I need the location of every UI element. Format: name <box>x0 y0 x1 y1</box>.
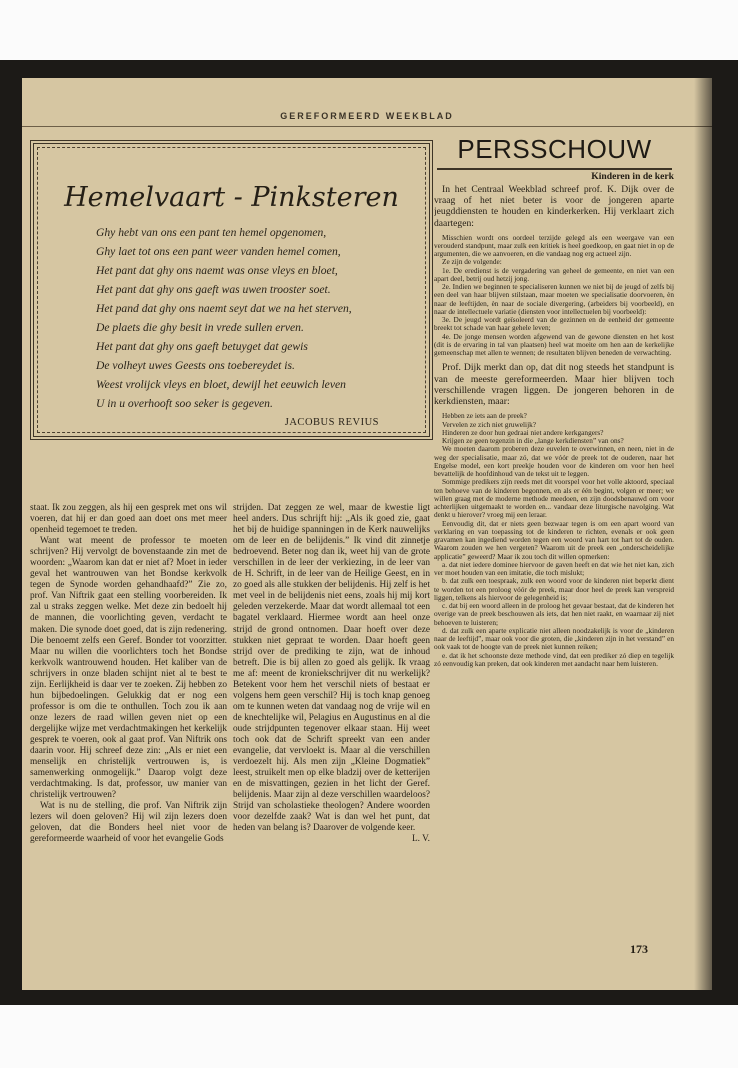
quote-paragraph: 1e. De eredienst is de vergadering van geheel de gemeente, en niet van een apart deel, betrij oud hetzij jong. <box>434 265 674 283</box>
poem-line: Het pant dat ghy ons gaeft betuyget dat gewis <box>96 340 308 353</box>
running-header: GEREFORMEERD WEEKBLAD <box>280 111 454 121</box>
quote-paragraph: 4e. De jonge mensen worden afgewend van de gewone diensten en het kost (dit is de ervaring in tal van plaatsen) heel wat moeite om hen aan de kerkelijke gemeenschap met allen te wennen; de resultaten blijven beneden de verwachting. <box>434 331 674 358</box>
poem-line: De plaets die ghy besit in vrede sullen erven. <box>96 321 304 334</box>
poem-title: Hemelvaart - Pinksteren <box>64 182 399 213</box>
poem-line: Het pant dat ghy ons naemt was onse vleys en bloet, <box>96 264 338 277</box>
quote-paragraph: Misschien wordt ons oordeel terzijde gelegd als een weergave van een verouderd standpunt, maar zulk een kritiek is heel goedkoop, en gaat niet in op de argumenten, die we aanvoeren, en die vandaag nog erg actueel zijn. <box>434 232 674 259</box>
tail-paragraph: Hinderen ze door hun gedraai niet andere kerkgangers? <box>442 427 604 437</box>
persschouw-rule <box>437 168 672 170</box>
tail-paragraph: b. dat zulk een toespraak, zulk een woord voor de kinderen niet beperkt dient te worden tot een proloog vóór de preek, maar door heel de preek kan verspreid liggen, telkens als hiervoor de gelegenheid is; <box>434 576 674 602</box>
poem-line: Ghy hebt van ons een pant ten hemel opgenomen, <box>96 226 327 239</box>
quote-paragraph: 3e. De jeugd wordt geïsoleerd van de gezinnen en de eenheid der gemeente breekt tot schade van haar gehele leven; <box>434 315 674 333</box>
tail-paragraph: e. dat ik het schoonste deze methode vind, dat een prediker zó diep en tegelijk zó eenvoudig kan preken, dat ook kinderen met aandacht naar hem luisteren. <box>434 650 674 668</box>
article-paragraph: strijden. Dat zeggen ze wel, maar de kwestie ligt heel anders. Dus schrijft hij: „Als ik goed zie, gaat het bij de huidige spanningen in de Kerk nauwelijks om de leer en de belijdenis.” Ik vind dit zinnetje bedroevend. Beter nog dan ik, weet hij van de grote verschillen in de leer der verkiezing, in de leer van de H. Schrift, in de leer van de Heilige Geest, en in zo goed als alle stukken der belijdenis. Hij zelf is het met veel in de belijdenis niet eens, zoals hij mij kort geleden verzekerde. Maar dat wordt allemaal tot een bagatel verklaard. Hiermee wordt aan heel onze strijd de grond ontnomen. Daar hoeft over deze stukken niet gepraat te worden. Daar hoeft geen strijd over de prediking te zijn, wat de inhoud betreft. Die is bij allen zo goed als gelijk. Ik vraag me af: meent de kroniekschrijver dit nu werkelijk? Betekent voor hem het verschil niets of bestaat er volgens hem geen verschil? Hij is toch knap genoeg om te kunnen weten dat vandaag nog de vrije wil en de knechtelijke wil, Pelagius en Augustinus en al die oude strijdpunten tegenover elkaar staan. Hij weet toch ook dat de Schrift spreekt van een ander evangelie, dat vervloekt is. Maar al die verschillen verdoezelt hij. Als men zijn „Kleine Dogmatiek” leest, struikelt men op elke bladzij over de ketterijen en de misvattingen, gezien in het licht der Geref. belijdenis. Maar zijn al deze verschillen waardeloos? Strijd van scholastieke theologen? Andere woorden voor dezelfde zaak? Wat is dan wel het punt, dat heden van belang is? Daarover de volgende keer. <box>233 503 430 834</box>
tail-paragraph: Eenvoudig dit, dat er niets geen bezwaar tegen is om een apart woord van verklaring en van toepassing tot de kinderen te richten, evenals er ook geen gravamen kan ingediend worden tegen een woord van hart tot hart tot de ouden. Waarom zouden we hen vergeten? Waarom uit de preek een „onderscheidelijke applicatie” geweerd? Maar ik zou toch dit willen opmerken: <box>434 518 674 561</box>
tail-paragraph: a. dat niet iedere dominee hiervoor de gaven heeft en dat wie het niet kan, zich ver moet houden van een imitatie, die toch mislukt; <box>434 559 674 578</box>
page-number: 173 <box>630 942 648 956</box>
poem-line: Het pand dat ghy ons naemt seyt dat we na het sterven, <box>96 302 352 315</box>
persschouw-intro: In het Centraal Weekblad schreef prof. K. Dijk over de vraag of het niet beter is voor de jongeren aparte jeugddiensten te houden en kinderkerken. Hij verklaart zich daartegen: <box>434 183 674 229</box>
persschouw-subtitle: Kinderen in de kerk <box>591 172 674 182</box>
persschouw-column <box>434 172 674 962</box>
tail-paragraph: c. dat bij een woord alleen in de proloog het gevaar bestaat, dat de kinderen het overige van de preek beschouwen als iets, dat hen niet raakt, en waarnaar zij niet behoeven te luisteren; <box>434 601 674 627</box>
article-column-right <box>233 503 430 973</box>
article-paragraph: Wat is nu de stelling, die prof. Van Niftrik zijn lezers wil doen geloven? Hij wil zijn lezers doen geloven, dat die Bonders heel niet voor de gereformeerde waarheid of voor het evangelie Gods <box>30 801 227 845</box>
poem-line: U in u overhooft soo seker is gegeven. <box>96 397 273 410</box>
tail-paragraph: Sommige predikers zijn reeds met dit voorspel voor het volle aktoord, speciaal ten behoeve van de kinderen begonnen, en als er één begint, volgen er meer; we willen graag met de moderne methode meedoen, en zijn doodsbenauwd om voor achterlijken uitgemaakt te worden en... vandaar deze liturgische navolging. Wat denkt u hierover? vroeg mij een leraar. <box>434 477 674 520</box>
tail-paragraph: Hebben ze iets aan de preek? <box>442 411 527 421</box>
article-column-left <box>30 503 227 973</box>
poem-line: De volheyt uwes Geests ons toebereydet is. <box>96 359 295 372</box>
header-rule <box>22 126 712 127</box>
poem-box <box>30 140 433 440</box>
tail-paragraph: Vervelen ze zich niet gruwelijk? <box>442 419 537 429</box>
persschouw-title: PERSSCHOUW <box>457 134 652 164</box>
persschouw-middle: Prof. Dijk merkt dan op, dat dit nog steeds het standpunt is van de meeste gereformeerden. Maar hier blijven toch verschillende vragen liggen. De jongeren behoren in de kerkdiensten, maar: <box>434 362 674 408</box>
quote-paragraph: 2e. Indien we beginnen te specialiseren kunnen we niet bij de jeugd of zelfs bij een deel van haar blijven stilstaan, maar moeten we specialisatie doorvoeren, èn naar de leeftijden, èn naar de sociale divergering, (arbeiders bij voorbeeld), en naar de intellectuele variatie (diensten voor intellectuelen bij voorbeeld): <box>434 282 674 316</box>
poem-author: JACOBUS REVIUS <box>284 417 379 428</box>
article-paragraph: staat. Ik zou zeggen, als hij een gesprek met ons wil voeren, dat hij er dan goed aan doet ons met meer openheid tegemoet te treden. <box>30 503 227 536</box>
article-paragraph: Want wat meent de professor te moeten schrijven? Hij vervolgt de bovenstaande zin met de woorden: „Waarom kan dat er niet af? Moet in ieder geval het wantrouwen van het Bondse kerkvolk tegen de Synode worden gehandhaafd?” Zie zo, prof. Van Niftrik gaat een stelling voorbereiden. Ik zal u straks zeggen welke. Met deze zin bedoelt hij de mannen, die voorlichting geven, verdacht te maken. Die synode doet goed, dat is zijn redenering. Die benoemt zelfs een Geref. Bonder tot voorzitter. Maar nu willen die voorlichters toch het Bondse kerkvolk wantrouwend houden. Het kaliber van de schrijvers in onze bladen schijnt niet al te best te zijn. Eerlijkheid is daar ver te zoeken. Zij hebben zo hun bijbedoelingen. Gelukkig dat er nog een professor is om die te onthullen. Toch zou ik aan onze lezers de raad willen geven niet op een dergelijke wijze met verdachtmakingen het kerkelijk gesprek te voeren, ook al gaat prof. Van Niftrik ons daarin voor. Hij schreef deze zin: „Als er niet een menselijk en christelijk vertrouwen is, is samenwerking onmogelijk.” Daarop volgt deze verdachtmaking. Is dat, professor, uw manier van christelijk vertrouwen? <box>30 536 227 801</box>
tail-paragraph: We moeten daarom proberen deze euvelen te overwinnen, en neen, niet in de weg der specialisatie, maar zó, dat we vóór de preek tot de ouderen, naar het Engelse model, een kort preekje houden voor de kinderen om voor hen heel bevattelijk de hoofdinhoud van de tekst uit te leggen. <box>434 444 674 479</box>
tail-paragraph: Krijgen ze geen tegenzin in die „lange kerkdiensten” van ons? <box>442 436 624 446</box>
magazine-page <box>22 78 712 990</box>
poem-line: Ghy laet tot ons een pant weer vanden hemel comen, <box>96 245 341 258</box>
page-gutter-shadow <box>694 78 712 990</box>
tail-paragraph: d. dat zulk een aparte explicatie niet alleen noodzakelijk is voor de „kinderen naar de leeftijd”, maar ook voor die groten, die „kinderen zijn in het verstand” en ook vaak tot de hoogte van de preek niet kunnen reiken; <box>434 625 674 652</box>
poem-line: Het pant dat ghy ons gaeft was uwen trooster soet. <box>96 283 331 296</box>
quote-paragraph: Ze zijn de volgende: <box>442 257 502 267</box>
poem-line: Weest vrolijck vleys en bloet, dewijl het eeuwich leven <box>96 378 346 391</box>
article-signature: L. V. <box>412 834 430 845</box>
